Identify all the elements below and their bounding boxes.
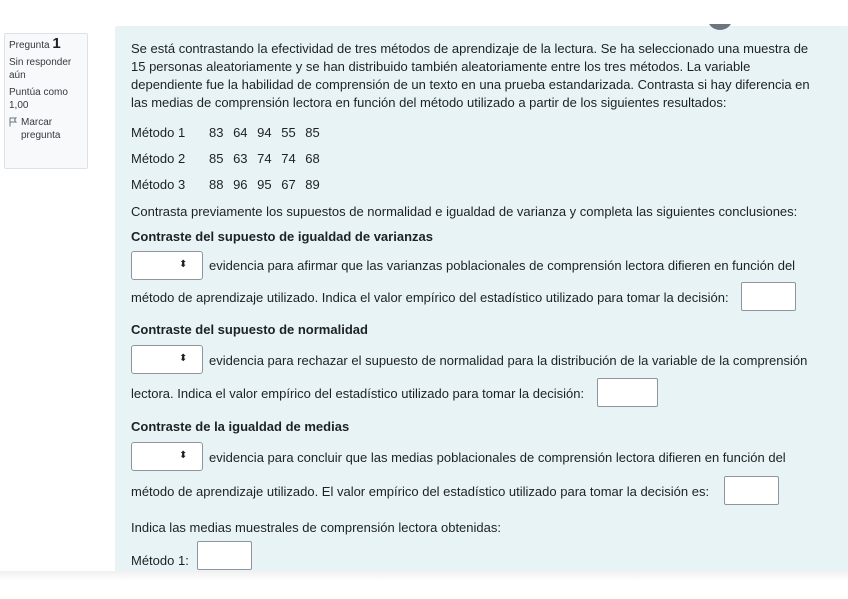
flag-icon xyxy=(9,117,18,127)
avatar-edge-icon xyxy=(700,24,740,32)
intro-line: las medias de comprensión lectora en función del método utilizado a partir de los siguientes resultados: xyxy=(131,95,727,110)
mean-1-label: Método 1: xyxy=(131,553,189,568)
means-statistic-input[interactable] xyxy=(724,476,779,505)
method-label: Método 2 xyxy=(131,151,186,166)
normality-line-1: evidencia para rechazar el supuesto de normalidad para la distribución de la variable de la comprensión xyxy=(209,353,808,368)
variances-evidence-select[interactable] xyxy=(131,251,203,280)
variances-line-1: evidencia para afirmar que las varianzas poblacionales de comprensión lectora difieren en función del xyxy=(209,258,796,273)
question-info-panel xyxy=(4,33,88,169)
flag-line-2: pregunta xyxy=(21,130,61,141)
status-line-2: aún xyxy=(9,70,26,81)
intro-line: 15 personas aleatoriamente y se han distribuido también aleatoriamente entre los tres métodos. La variable xyxy=(131,59,751,74)
method-values: 88 96 95 67 89 xyxy=(209,177,320,192)
intro-line: Se está contrastando la efectividad de tres métodos de aprendizaje de la lectura. Se ha seleccionado una muestra de xyxy=(131,41,809,56)
question-intro xyxy=(131,40,831,112)
flag-line-1: Marcar xyxy=(21,117,53,128)
method-label: Método 3 xyxy=(131,177,186,192)
normality-statistic-input[interactable] xyxy=(597,378,658,407)
section-title-normality: Contraste del supuesto de normalidad xyxy=(131,322,368,337)
question-number xyxy=(9,37,83,52)
grade-line-2: 1,00 xyxy=(9,100,29,111)
select-arrow-icon: ⬍ xyxy=(179,259,188,270)
grade-line-1: Puntúa como xyxy=(9,87,68,98)
variances-line-2: método de aprendizaje utilizado. Indica el valor empírico del estadístico utilizado para tomar la decisión: xyxy=(131,290,729,305)
intro-line: dependiente fue la habilidad de comprensión de un texto en una prueba estandarizada. Contrasta si hay diferencia en xyxy=(131,77,810,92)
method-row-1 xyxy=(131,125,320,140)
method-row-3 xyxy=(131,177,320,192)
method-row-2 xyxy=(131,151,320,166)
section-title-variances: Contraste del supuesto de igualdad de varianzas xyxy=(131,229,433,244)
instruction-text: Contrasta previamente los supuestos de normalidad e igualdad de varianza y completa las siguientes conclusiones: xyxy=(131,204,798,219)
method-values: 85 63 74 74 68 xyxy=(209,151,320,166)
method-values: 83 64 94 55 85 xyxy=(209,125,320,140)
normality-evidence-select[interactable] xyxy=(131,345,203,374)
select-arrow-icon: ⬍ xyxy=(179,353,188,364)
select-arrow-icon: ⬍ xyxy=(179,450,188,461)
means-evidence-select[interactable] xyxy=(131,442,203,471)
question-status xyxy=(9,56,83,82)
means-prompt: Indica las medias muestrales de comprensión lectora obtenidas: xyxy=(131,520,501,535)
means-line-2: método de aprendizaje utilizado. El valor empírico del estadístico utilizado para tomar la decisión es: xyxy=(131,484,710,499)
question-grade xyxy=(9,86,83,112)
question-label: Pregunta xyxy=(9,40,50,51)
means-line-1: evidencia para concluir que las medias poblacionales de comprensión lectora difieren en función del xyxy=(209,450,786,465)
status-line-1: Sin responder xyxy=(9,57,72,68)
section-title-means: Contraste de la igualdad de medias xyxy=(131,419,350,434)
question-number-value: 1 xyxy=(52,35,61,52)
mean-1-input[interactable] xyxy=(197,541,252,570)
flag-question-link[interactable] xyxy=(9,116,83,142)
page-bottom-fade xyxy=(0,571,848,599)
variances-statistic-input[interactable] xyxy=(741,282,796,311)
normality-line-2: lectora. Indica el valor empírico del estadístico utilizado para tomar la decisión: xyxy=(131,386,585,401)
method-label: Método 1 xyxy=(131,125,186,140)
